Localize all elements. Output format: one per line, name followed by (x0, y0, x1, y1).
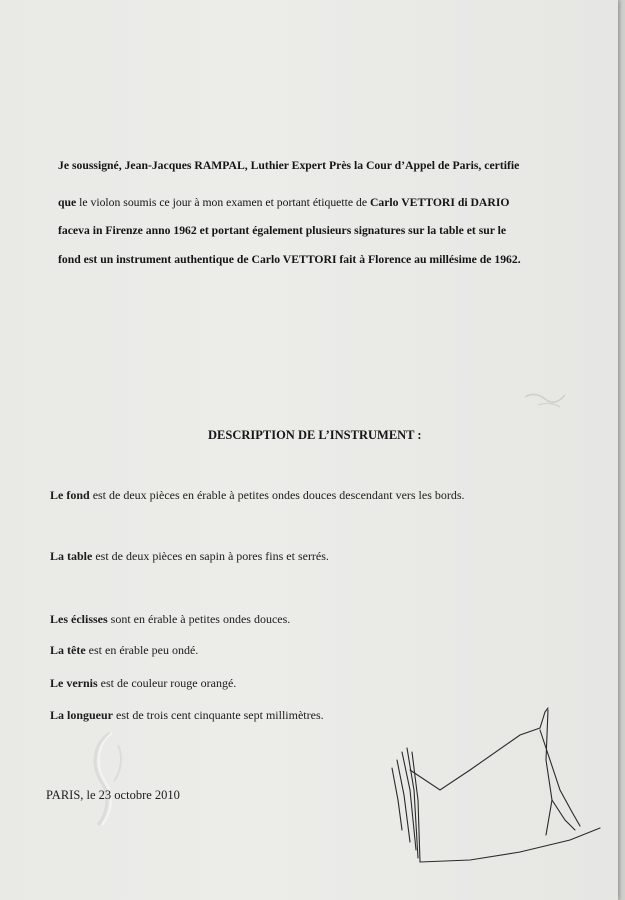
description-term: Le vernis (50, 676, 98, 690)
intro-line1-start: Je soussigné, Jean-Jacques (58, 159, 195, 172)
description-term: La table (50, 549, 93, 563)
description-text: est de trois cent cinquante sept millimètres. (113, 708, 324, 722)
maker-label-name: Carlo VETTORI di DARIO (369, 196, 510, 209)
paragraph-line-3: faceva in Firenze anno 1962 et portant également plusieurs signatures sur la table et sur le (58, 224, 507, 237)
description-text: sont en érable à petites ondes douces. (107, 612, 291, 626)
paragraph-line-4: fond est un instrument authentique de Carlo VETTORI fait à Florence au millésime de 1962. (58, 253, 521, 266)
description-term: Le fond (50, 488, 90, 502)
intro-line1-end: , Luthier Expert Près la Cour d’Appel de Paris, certifie (244, 159, 520, 172)
intro-line2-middle: le violon soumis ce jour à mon examen et portant étiquette de (76, 196, 370, 209)
description-term: Les éclisses (50, 612, 108, 626)
description-text: est de couleur rouge orangé. (97, 676, 237, 690)
description-heading: DESCRIPTION DE L’INSTRUMENT : (208, 428, 422, 442)
intro-line2-start: que (58, 196, 77, 209)
description-text: est de deux pièces en érable à petites ondes douces descendant vers les bords. (89, 488, 465, 502)
description-term: La tête (50, 643, 86, 657)
description-text: est en érable peu ondé. (85, 643, 199, 657)
description-text: est de deux pièces en sapin à pores fins et serrés. (92, 549, 329, 563)
date-line: PARIS, le 23 octobre 2010 (46, 788, 180, 802)
expert-name: RAMPAL (194, 159, 245, 172)
description-term: La longueur (50, 708, 114, 722)
